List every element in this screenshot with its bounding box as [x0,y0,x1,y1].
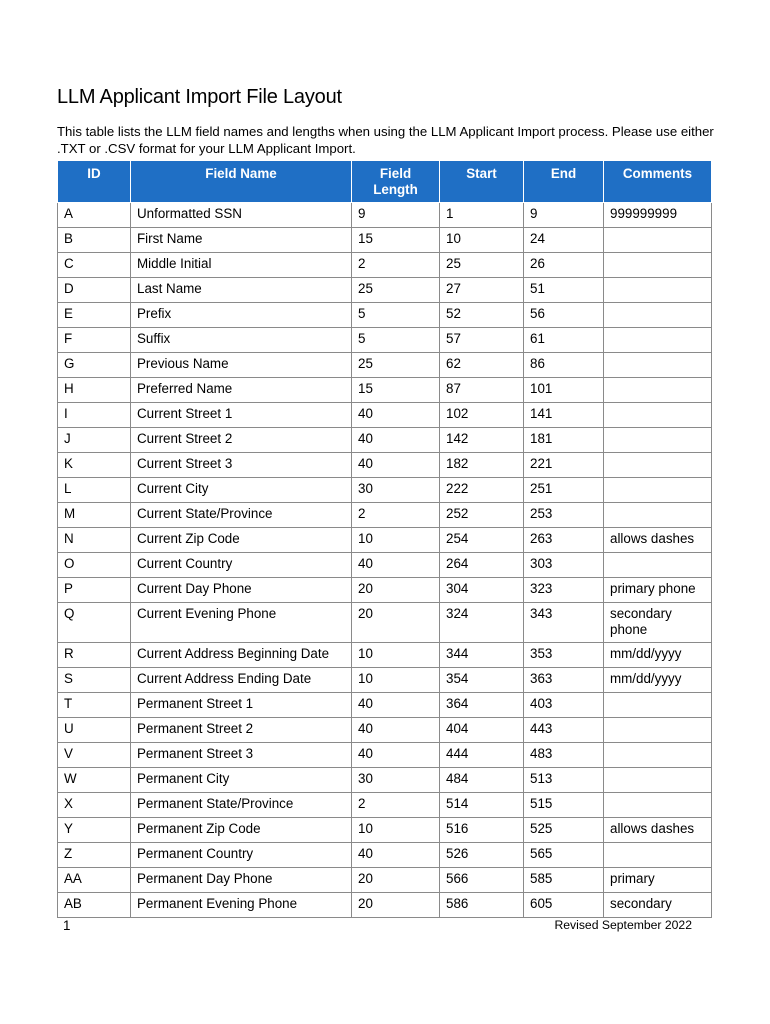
cell-comments [604,303,712,328]
cell-start: 404 [440,718,524,743]
cell-start: 444 [440,743,524,768]
cell-comments [604,553,712,578]
cell-field-name: Last Name [131,278,352,303]
table-row [58,203,712,228]
cell-id: P [58,578,131,603]
cell-start: 222 [440,478,524,503]
cell-comments [604,278,712,303]
cell-comments: mm/dd/yyyy [604,668,712,693]
cell-field-name: Permanent Evening Phone [131,893,352,918]
cell-id: G [58,353,131,378]
cell-field-length: 10 [352,643,440,668]
cell-start: 62 [440,353,524,378]
cell-start: 364 [440,693,524,718]
cell-id: Z [58,843,131,868]
cell-id: N [58,528,131,553]
cell-id: V [58,743,131,768]
cell-start: 27 [440,278,524,303]
cell-comments [604,428,712,453]
cell-comments: mm/dd/yyyy [604,643,712,668]
cell-field-name: Permanent Day Phone [131,868,352,893]
cell-end: 56 [524,303,604,328]
table-row [58,743,712,768]
cell-start: 142 [440,428,524,453]
table-row [58,578,712,603]
cell-end: 443 [524,718,604,743]
cell-field-length: 10 [352,528,440,553]
table-row [58,693,712,718]
cell-id: U [58,718,131,743]
cell-end: 51 [524,278,604,303]
cell-field-name: Permanent Street 3 [131,743,352,768]
cell-comments [604,768,712,793]
cell-field-length: 10 [352,668,440,693]
cell-end: 483 [524,743,604,768]
cell-id: I [58,403,131,428]
cell-id: Q [58,603,131,643]
intro-paragraph: This table lists the LLM field names and lengths when using the LLM Applicant Import process. Please use either .TXT or .CSV format for your LLM Applicant Import. [57,124,714,156]
cell-end: 26 [524,253,604,278]
cell-id: H [58,378,131,403]
cell-field-length: 5 [352,328,440,353]
cell-field-name: Permanent City [131,768,352,793]
cell-id: M [58,503,131,528]
cell-field-name: Permanent Street 1 [131,693,352,718]
cell-field-name: Middle Initial [131,253,352,278]
table-row [58,793,712,818]
cell-field-length: 40 [352,843,440,868]
cell-start: 304 [440,578,524,603]
cell-end: 181 [524,428,604,453]
cell-id: S [58,668,131,693]
cell-field-length: 20 [352,603,440,643]
cell-field-length: 2 [352,503,440,528]
cell-field-name: Previous Name [131,353,352,378]
table-row [58,278,712,303]
table-row [58,768,712,793]
cell-field-name: Permanent Country [131,843,352,868]
cell-end: 515 [524,793,604,818]
cell-comments [604,503,712,528]
field-layout-table [57,160,712,918]
table-row [58,403,712,428]
cell-field-name: Current Address Beginning Date [131,643,352,668]
table-row [58,303,712,328]
cell-start: 586 [440,893,524,918]
cell-comments: primary [604,868,712,893]
cell-field-length: 30 [352,478,440,503]
cell-end: 585 [524,868,604,893]
cell-comments [604,328,712,353]
cell-start: 10 [440,228,524,253]
cell-end: 251 [524,478,604,503]
cell-comments: secondary phone [604,603,712,643]
cell-id: F [58,328,131,353]
cell-end: 61 [524,328,604,353]
cell-end: 253 [524,503,604,528]
cell-end: 263 [524,528,604,553]
cell-end: 221 [524,453,604,478]
cell-start: 1 [440,203,524,228]
table-body [58,203,712,918]
cell-id: X [58,793,131,818]
cell-end: 353 [524,643,604,668]
cell-start: 566 [440,868,524,893]
cell-field-name: Current Zip Code [131,528,352,553]
cell-field-name: Current Day Phone [131,578,352,603]
cell-id: A [58,203,131,228]
cell-field-length: 20 [352,868,440,893]
header-end: End [524,161,604,203]
cell-start: 324 [440,603,524,643]
cell-id: E [58,303,131,328]
cell-field-name: Current State/Province [131,503,352,528]
cell-end: 303 [524,553,604,578]
cell-comments [604,403,712,428]
header-id: ID [58,161,131,203]
cell-end: 86 [524,353,604,378]
table-row [58,503,712,528]
cell-field-length: 40 [352,553,440,578]
cell-field-length: 30 [352,768,440,793]
cell-comments [604,843,712,868]
cell-comments [604,453,712,478]
cell-field-length: 2 [352,793,440,818]
header-field-length: Field Length [352,161,440,203]
cell-comments: allows dashes [604,818,712,843]
cell-id: O [58,553,131,578]
cell-id: R [58,643,131,668]
cell-field-length: 20 [352,893,440,918]
table-row [58,818,712,843]
cell-id: J [58,428,131,453]
cell-id: AB [58,893,131,918]
table-row [58,228,712,253]
table-row [58,478,712,503]
table-row [58,553,712,578]
cell-field-name: Permanent Street 2 [131,718,352,743]
cell-field-name: Suffix [131,328,352,353]
cell-field-length: 40 [352,718,440,743]
header-field-name: Field Name [131,161,352,203]
table-row [58,453,712,478]
cell-comments [604,378,712,403]
cell-field-length: 5 [352,303,440,328]
cell-field-name: Current City [131,478,352,503]
cell-start: 484 [440,768,524,793]
cell-end: 363 [524,668,604,693]
cell-comments [604,253,712,278]
cell-id: C [58,253,131,278]
cell-end: 565 [524,843,604,868]
cell-start: 354 [440,668,524,693]
cell-id: B [58,228,131,253]
cell-start: 25 [440,253,524,278]
cell-end: 513 [524,768,604,793]
cell-id: AA [58,868,131,893]
cell-id: W [58,768,131,793]
cell-field-length: 40 [352,403,440,428]
table-row [58,378,712,403]
cell-id: D [58,278,131,303]
cell-id: K [58,453,131,478]
cell-end: 525 [524,818,604,843]
cell-start: 516 [440,818,524,843]
cell-field-length: 15 [352,378,440,403]
cell-field-length: 9 [352,203,440,228]
revision-note: Revised September 2022 [554,918,692,932]
cell-end: 141 [524,403,604,428]
table-row [58,668,712,693]
cell-field-name: Permanent State/Province [131,793,352,818]
table-row [58,328,712,353]
cell-field-name: Current Address Ending Date [131,668,352,693]
cell-field-length: 25 [352,353,440,378]
cell-comments: allows dashes [604,528,712,553]
cell-end: 24 [524,228,604,253]
table-row [58,843,712,868]
cell-field-length: 40 [352,428,440,453]
cell-field-length: 10 [352,818,440,843]
cell-start: 182 [440,453,524,478]
cell-start: 254 [440,528,524,553]
cell-start: 52 [440,303,524,328]
cell-end: 101 [524,378,604,403]
cell-end: 403 [524,693,604,718]
cell-field-length: 15 [352,228,440,253]
table-row [58,353,712,378]
table-row [58,893,712,918]
cell-end: 343 [524,603,604,643]
cell-id: T [58,693,131,718]
cell-start: 264 [440,553,524,578]
cell-start: 57 [440,328,524,353]
page-title: LLM Applicant Import File Layout [57,86,342,108]
cell-start: 514 [440,793,524,818]
header-start: Start [440,161,524,203]
table-row [58,718,712,743]
cell-end: 605 [524,893,604,918]
cell-field-length: 25 [352,278,440,303]
cell-end: 9 [524,203,604,228]
cell-comments [604,793,712,818]
header-comments: Comments [604,161,712,203]
table-header-row [58,161,712,203]
table-row [58,643,712,668]
cell-field-length: 40 [352,693,440,718]
cell-end: 323 [524,578,604,603]
cell-field-name: Permanent Zip Code [131,818,352,843]
table-row [58,253,712,278]
cell-id: Y [58,818,131,843]
cell-start: 87 [440,378,524,403]
cell-comments [604,478,712,503]
cell-comments [604,743,712,768]
cell-field-name: Current Street 2 [131,428,352,453]
table-row [58,428,712,453]
cell-field-length: 40 [352,743,440,768]
cell-field-name: Current Street 3 [131,453,352,478]
cell-start: 344 [440,643,524,668]
cell-comments [604,353,712,378]
cell-comments [604,228,712,253]
cell-start: 102 [440,403,524,428]
table-row [58,603,712,643]
cell-field-name: Preferred Name [131,378,352,403]
cell-start: 252 [440,503,524,528]
cell-comments [604,693,712,718]
cell-field-name: Current Country [131,553,352,578]
cell-field-name: Prefix [131,303,352,328]
table-row [58,528,712,553]
cell-comments: secondary [604,893,712,918]
cell-comments: primary phone [604,578,712,603]
page-number: 1 [63,918,71,933]
cell-comments [604,718,712,743]
cell-field-name: Current Evening Phone [131,603,352,643]
table-row [58,868,712,893]
cell-field-length: 40 [352,453,440,478]
cell-id: L [58,478,131,503]
cell-field-length: 2 [352,253,440,278]
cell-start: 526 [440,843,524,868]
cell-field-length: 20 [352,578,440,603]
cell-comments: 999999999 [604,203,712,228]
cell-field-name: Unformatted SSN [131,203,352,228]
cell-field-name: First Name [131,228,352,253]
cell-field-name: Current Street 1 [131,403,352,428]
